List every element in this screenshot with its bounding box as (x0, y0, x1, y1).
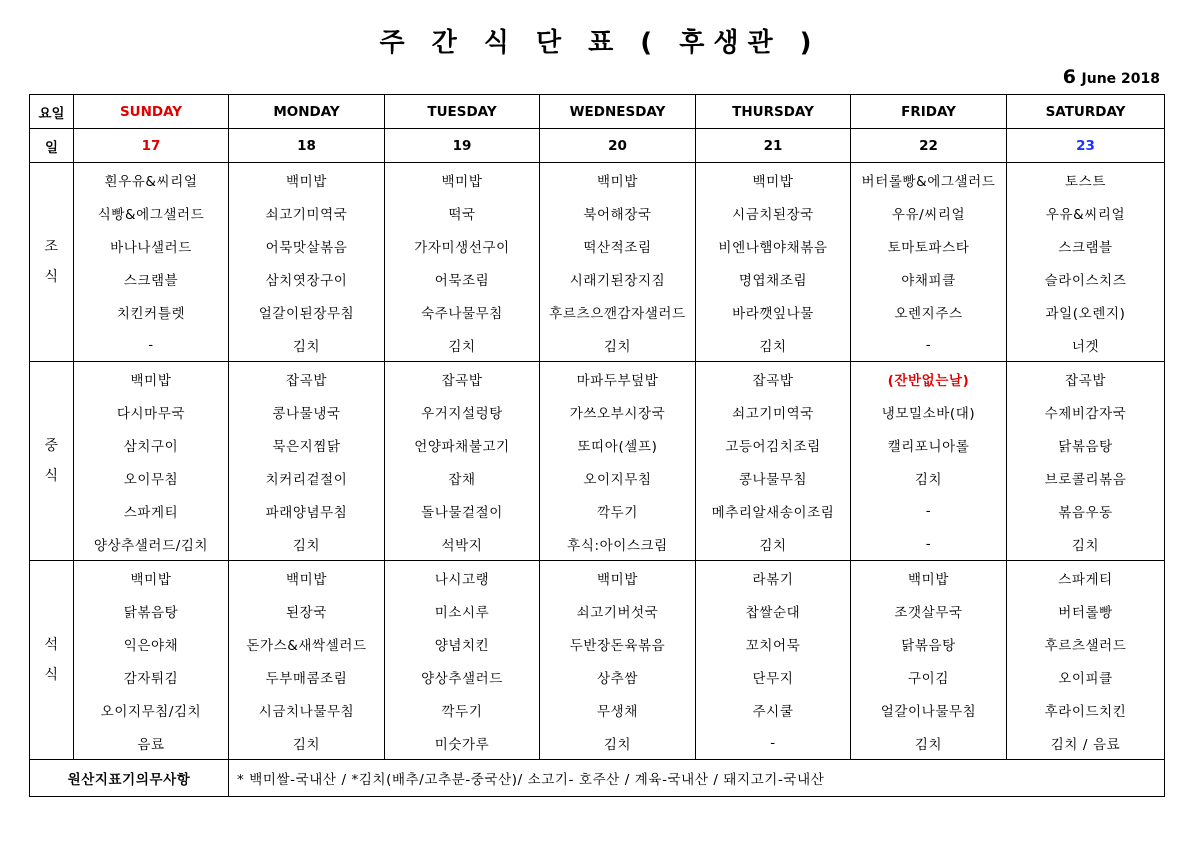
menu-item: 바나나샐러드 (74, 229, 229, 262)
menu-item: 시래기된장지짐 (540, 262, 696, 295)
menu-item: - (74, 328, 229, 362)
menu-item: 묵은지찜닭 (229, 428, 385, 461)
menu-item: 김치 (540, 726, 696, 760)
menu-item: 익은야채 (74, 627, 229, 660)
weekday-row-label: 요일 (30, 95, 74, 129)
dinner-row (30, 726, 1165, 760)
menu-item: 백미밥 (385, 163, 540, 197)
menu-item: 고등어김치조림 (696, 428, 851, 461)
menu-item: 오이지무침/김치 (74, 693, 229, 726)
menu-item: 잡곡밥 (696, 362, 851, 396)
menu-item: 흰우유&씨리얼 (74, 163, 229, 197)
weekly-menu-table (29, 94, 1165, 797)
menu-item: 상추쌈 (540, 660, 696, 693)
menu-item: 가자미생선구이 (385, 229, 540, 262)
menu-item: 냉모밀소바(대) (851, 395, 1007, 428)
menu-item: - (851, 494, 1007, 527)
menu-item: 김치 (540, 328, 696, 362)
menu-item: 김치 (696, 527, 851, 561)
menu-item: 라볶기 (696, 561, 851, 595)
menu-item: 식빵&에그샐러드 (74, 196, 229, 229)
menu-item: 잡곡밥 (385, 362, 540, 396)
menu-item: 과일(오렌지) (1007, 295, 1165, 328)
day-name-saturday: SATURDAY (1007, 95, 1165, 129)
page-title: 주 간 식 단 표 ( 후생관 ) (379, 28, 821, 58)
menu-item: 김치 (229, 726, 385, 760)
menu-item: 콩나물냉국 (229, 395, 385, 428)
menu-item: 시금치된장국 (696, 196, 851, 229)
dinner-row (30, 660, 1165, 693)
menu-item: 쇠고기버섯국 (540, 594, 696, 627)
menu-item: 단무지 (696, 660, 851, 693)
menu-item: 백미밥 (696, 163, 851, 197)
menu-item: 잡곡밥 (1007, 362, 1165, 396)
lunch-label-char: 중 (44, 438, 59, 454)
menu-item: 떡국 (385, 196, 540, 229)
menu-item: 슬라이스치즈 (1007, 262, 1165, 295)
menu-item: 석박지 (385, 527, 540, 561)
menu-item: 바라깻잎나물 (696, 295, 851, 328)
menu-item: 떡산적조림 (540, 229, 696, 262)
menu-item: 오이피클 (1007, 660, 1165, 693)
breakfast-row (30, 262, 1165, 295)
menu-item: 양상추샐러드 (385, 660, 540, 693)
menu-item: 잡채 (385, 461, 540, 494)
lunch-row (30, 461, 1165, 494)
date-tuesday: 19 (385, 129, 540, 163)
menu-item: 김치 (385, 328, 540, 362)
date-label (1020, 66, 1160, 88)
menu-item: 어묵맛살볶음 (229, 229, 385, 262)
menu-item: 쇠고기미역국 (696, 395, 851, 428)
menu-item: 나시고랭 (385, 561, 540, 595)
menu-item: 토스트 (1007, 163, 1165, 197)
menu-item: 조갯살무국 (851, 594, 1007, 627)
menu-item: 삼치엿장구이 (229, 262, 385, 295)
menu-item: 콩나물무침 (696, 461, 851, 494)
menu-item: 또띠아(셀프) (540, 428, 696, 461)
menu-item: 김치 (229, 527, 385, 561)
day-name-friday: FRIDAY (851, 95, 1007, 129)
menu-item: 백미밥 (540, 561, 696, 595)
lunch-label (30, 362, 74, 561)
menu-item: 김치 / 음료 (1007, 726, 1165, 760)
date-saturday: 23 (1007, 129, 1165, 163)
menu-item: 돌나물겉절이 (385, 494, 540, 527)
lunch-label-char: 식 (44, 468, 59, 484)
menu-item: 얼갈이된장무침 (229, 295, 385, 328)
day-name-tuesday: TUESDAY (385, 95, 540, 129)
menu-item: 우유&씨리얼 (1007, 196, 1165, 229)
menu-item: 음료 (74, 726, 229, 760)
menu-item: 된장국 (229, 594, 385, 627)
menu-item: 스크램블 (1007, 229, 1165, 262)
menu-item: 무생채 (540, 693, 696, 726)
origin-label: 원산지표기의무사항 (30, 760, 229, 797)
menu-item: 볶음우동 (1007, 494, 1165, 527)
menu-item: 우거지설렁탕 (385, 395, 540, 428)
menu-item: 닭볶음탕 (74, 594, 229, 627)
menu-item: 치커리겉절이 (229, 461, 385, 494)
breakfast-row (30, 295, 1165, 328)
lunch-row (30, 395, 1165, 428)
breakfast-label (30, 163, 74, 362)
origin-note: * 백미쌀-국내산 / *김치(배추/고추분-중국산)/ 소고기- 호주산 / 계육-국내산 / 돼지고기-국내산 (229, 760, 1165, 797)
menu-item: 스파게티 (74, 494, 229, 527)
menu-item: 너겟 (1007, 328, 1165, 362)
day-name-wednesday: WEDNESDAY (540, 95, 696, 129)
date-friday: 22 (851, 129, 1007, 163)
breakfast-row (30, 163, 1165, 197)
menu-item: 두부매콤조림 (229, 660, 385, 693)
date-wednesday: 20 (540, 129, 696, 163)
menu-item: 어묵조림 (385, 262, 540, 295)
menu-item: 수제비감자국 (1007, 395, 1165, 428)
menu-item: 미소시루 (385, 594, 540, 627)
menu-item: 깍두기 (385, 693, 540, 726)
menu-item: 후르츠으깬감자샐러드 (540, 295, 696, 328)
menu-item: 백미밥 (851, 561, 1007, 595)
menu-item: 두반장돈육볶음 (540, 627, 696, 660)
menu-item: 양상추샐러드/김치 (74, 527, 229, 561)
dinner-label-char: 식 (44, 667, 59, 683)
breakfast-row (30, 196, 1165, 229)
menu-item: 김치 (229, 328, 385, 362)
breakfast-row (30, 328, 1165, 362)
breakfast-row (30, 229, 1165, 262)
date-month-year: June 2018 (1081, 71, 1160, 87)
menu-item: 미숫가루 (385, 726, 540, 760)
menu-item: 메추리알새송이조림 (696, 494, 851, 527)
menu-item: 찹쌀순대 (696, 594, 851, 627)
origin-row (30, 760, 1165, 797)
menu-item: 김치 (851, 726, 1007, 760)
menu-item: 돈가스&새싹셀러드 (229, 627, 385, 660)
breakfast-label-char: 식 (44, 269, 59, 285)
menu-item: - (696, 726, 851, 760)
menu-item: 후라이드치킨 (1007, 693, 1165, 726)
lunch-row (30, 527, 1165, 561)
menu-item: 다시마무국 (74, 395, 229, 428)
date-row (30, 129, 1165, 163)
menu-item: 오렌지주스 (851, 295, 1007, 328)
menu-item: 오이무침 (74, 461, 229, 494)
menu-item: 버터롤빵 (1007, 594, 1165, 627)
menu-item: 닭볶음탕 (851, 627, 1007, 660)
menu-item: 닭볶음탕 (1007, 428, 1165, 461)
breakfast-label-char: 조 (44, 239, 59, 255)
dinner-label (30, 561, 74, 760)
menu-item: 구이김 (851, 660, 1007, 693)
menu-item: 언양파채불고기 (385, 428, 540, 461)
menu-item: 후르츠샐러드 (1007, 627, 1165, 660)
menu-item: - (851, 328, 1007, 362)
menu-item: 백미밥 (74, 362, 229, 396)
menu-item: 브로콜리볶음 (1007, 461, 1165, 494)
menu-item: 백미밥 (74, 561, 229, 595)
menu-item: 김치 (1007, 527, 1165, 561)
dinner-row (30, 693, 1165, 726)
menu-item: 쇠고기미역국 (229, 196, 385, 229)
menu-item: 가쓰오부시장국 (540, 395, 696, 428)
menu-item: (잔반없는날) (851, 362, 1007, 396)
lunch-row (30, 428, 1165, 461)
menu-item: - (851, 527, 1007, 561)
day-name-monday: MONDAY (229, 95, 385, 129)
lunch-row (30, 494, 1165, 527)
menu-item: 야채피클 (851, 262, 1007, 295)
date-thursday: 21 (696, 129, 851, 163)
dinner-row (30, 627, 1165, 660)
menu-item: 꼬치어묵 (696, 627, 851, 660)
menu-item: 백미밥 (229, 163, 385, 197)
lunch-row (30, 362, 1165, 396)
menu-item: 깍두기 (540, 494, 696, 527)
menu-item: 버터롤빵&에그샐러드 (851, 163, 1007, 197)
menu-item: 우유/씨리얼 (851, 196, 1007, 229)
date-row-label: 일 (30, 129, 74, 163)
menu-item: 캘리포니아롤 (851, 428, 1007, 461)
menu-item: 김치 (851, 461, 1007, 494)
menu-item: 잡곡밥 (229, 362, 385, 396)
dinner-row (30, 561, 1165, 595)
date-monday: 18 (229, 129, 385, 163)
day-name-sunday: SUNDAY (74, 95, 229, 129)
menu-item: 치킨커틀렛 (74, 295, 229, 328)
menu-item: 감자튀김 (74, 660, 229, 693)
menu-item: 오이지무침 (540, 461, 696, 494)
menu-item: 양념치킨 (385, 627, 540, 660)
menu-item: 스크램블 (74, 262, 229, 295)
date-day: 6 (1062, 66, 1076, 88)
date-sunday: 17 (74, 129, 229, 163)
menu-item: 백미밥 (229, 561, 385, 595)
menu-item: 후식:아이스크림 (540, 527, 696, 561)
menu-item: 토마토파스타 (851, 229, 1007, 262)
day-name-thursday: THURSDAY (696, 95, 851, 129)
menu-item: 얼갈이나물무침 (851, 693, 1007, 726)
menu-item: 파래양념무침 (229, 494, 385, 527)
menu-item: 명엽채조림 (696, 262, 851, 295)
menu-item: 스파게티 (1007, 561, 1165, 595)
menu-item: 북어해장국 (540, 196, 696, 229)
weekday-row (30, 95, 1165, 129)
menu-item: 숙주나물무침 (385, 295, 540, 328)
menu-item: 시금치나물무침 (229, 693, 385, 726)
menu-item: 마파두부덮밥 (540, 362, 696, 396)
menu-item: 백미밥 (540, 163, 696, 197)
dinner-row (30, 594, 1165, 627)
dinner-label-char: 석 (44, 637, 59, 653)
menu-item: 삼치구이 (74, 428, 229, 461)
menu-item: 김치 (696, 328, 851, 362)
menu-item: 주시쿨 (696, 693, 851, 726)
menu-item: 비엔나햄야채볶음 (696, 229, 851, 262)
